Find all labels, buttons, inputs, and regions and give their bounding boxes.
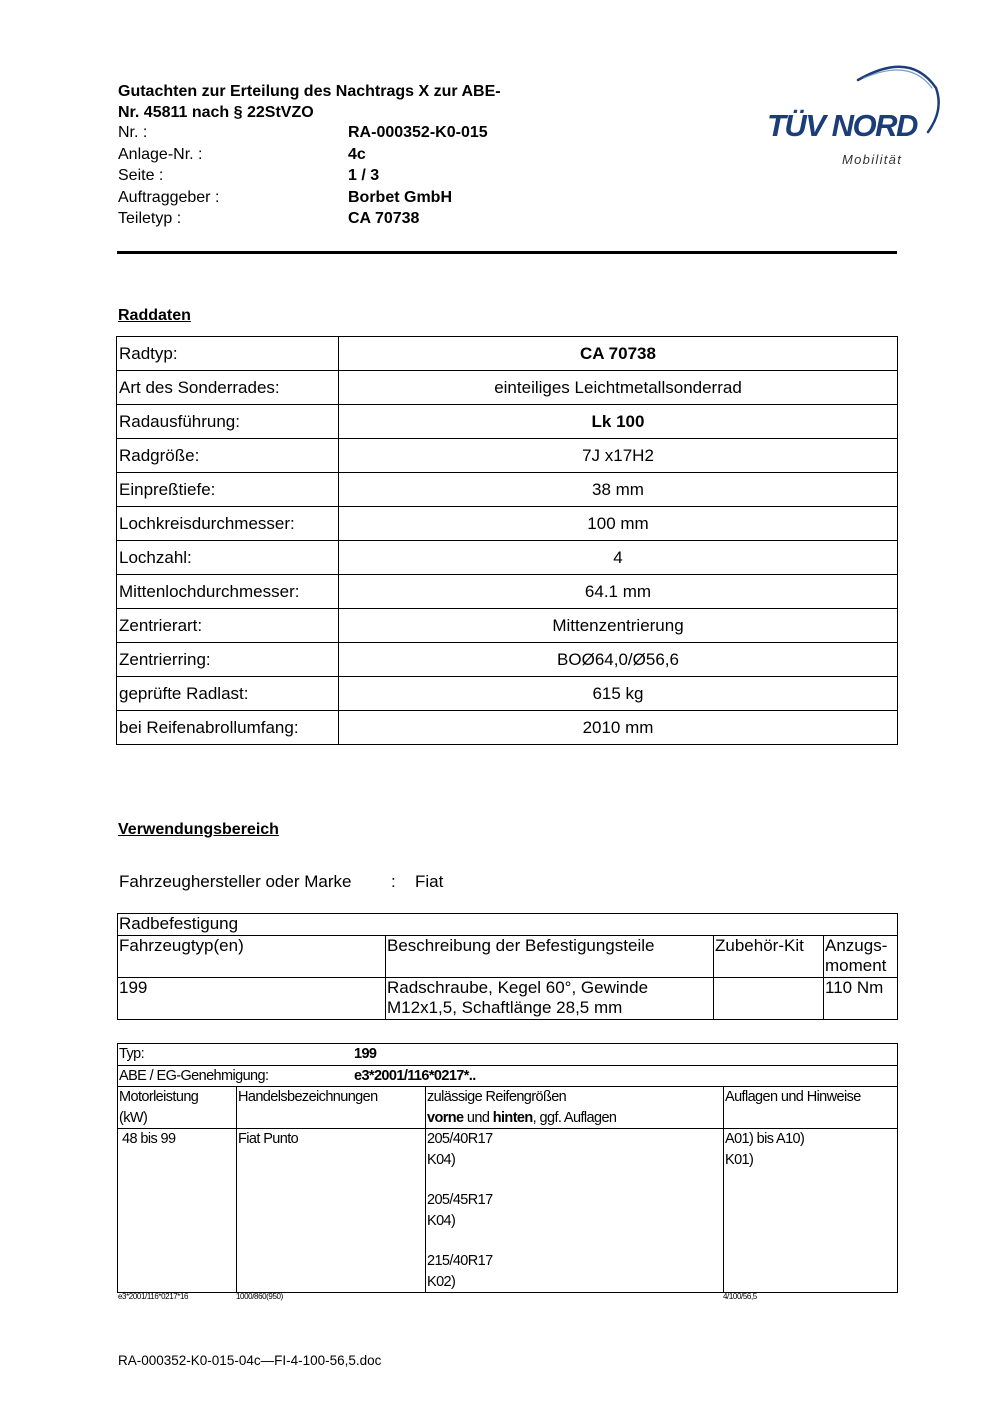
row-label: Art des Sonderrades: bbox=[117, 371, 339, 405]
cell-line: K01) bbox=[725, 1151, 754, 1168]
header-line: (kW) bbox=[119, 1109, 148, 1126]
table-row bbox=[117, 575, 898, 609]
row-value: 2010 mm bbox=[339, 711, 898, 745]
typ-table bbox=[117, 1043, 898, 1293]
logo-subtitle: Mobilität bbox=[842, 152, 903, 167]
meta-value: CA 70738 bbox=[348, 210, 420, 227]
maker-separator: : bbox=[391, 872, 396, 891]
cell-typ: 199 bbox=[118, 977, 386, 1019]
row-label: Mittenlochdurchmesser: bbox=[117, 575, 339, 609]
logo-brand: TÜV NORD bbox=[767, 108, 917, 143]
table-row bbox=[117, 337, 898, 371]
table-row bbox=[117, 507, 898, 541]
maker-line bbox=[119, 872, 443, 892]
meta-value: 4c bbox=[348, 145, 366, 163]
header-line bbox=[427, 1108, 722, 1129]
header-line: Anzugs- bbox=[825, 935, 888, 955]
typ-row bbox=[118, 1044, 898, 1066]
cell-auflagen bbox=[724, 1129, 898, 1293]
row-value: 7J x17H2 bbox=[339, 439, 898, 473]
typ-value: 199 bbox=[354, 1046, 377, 1062]
tire-size: 215/40R17 bbox=[427, 1253, 493, 1269]
document-title bbox=[118, 81, 578, 123]
row-value: 64.1 mm bbox=[339, 575, 898, 609]
table-row bbox=[118, 1044, 898, 1066]
col-header-reifen bbox=[426, 1087, 724, 1129]
row-label: Radgröße: bbox=[117, 439, 339, 473]
table-header-row bbox=[118, 1087, 898, 1129]
row-value: BOØ64,0/Ø56,6 bbox=[339, 643, 898, 677]
meta-label: Anlage-Nr. : bbox=[118, 145, 203, 163]
table-row bbox=[117, 677, 898, 711]
row-label: bei Reifenabrollumfang: bbox=[117, 711, 339, 745]
row-label: Radtyp: bbox=[117, 337, 339, 371]
row-value: 4 bbox=[339, 541, 898, 575]
spacer bbox=[427, 1170, 722, 1190]
tire-code: K02) bbox=[427, 1273, 456, 1290]
table-row bbox=[117, 371, 898, 405]
note-right: 4/100/56,5 bbox=[723, 1292, 757, 1301]
spacer bbox=[427, 1231, 722, 1251]
abe-value: e3*2001/116*0217*.. bbox=[354, 1067, 476, 1084]
row-value: 615 kg bbox=[339, 677, 898, 711]
verwendung-heading: Verwendungsbereich bbox=[118, 821, 279, 838]
tuv-nord-logo bbox=[760, 58, 940, 173]
table-row bbox=[117, 609, 898, 643]
row-value: Mittenzentrierung bbox=[339, 609, 898, 643]
table-row bbox=[118, 1129, 898, 1293]
cell-handel: Fiat Punto bbox=[237, 1129, 426, 1293]
table-title: Radbefestigung bbox=[118, 914, 898, 936]
note-left: e3*2001/116*0217*16 bbox=[118, 1292, 189, 1301]
row-value: Lk 100 bbox=[339, 405, 898, 439]
row-label: Zentrierring: bbox=[117, 643, 339, 677]
header-divider bbox=[117, 251, 897, 254]
note-mid: 1000/860(950) bbox=[236, 1292, 283, 1301]
meta-value: RA-000352-K0-015 bbox=[348, 124, 488, 141]
meta-value: 1 / 3 bbox=[348, 167, 380, 184]
header-line: moment bbox=[825, 956, 887, 975]
col-header-fahrzeugtyp: Fahrzeugtyp(en) bbox=[118, 935, 386, 977]
row-value: einteiliges Leichtmetallsonderrad bbox=[339, 371, 898, 405]
tire-size: 205/45R17 bbox=[427, 1192, 493, 1208]
raddaten-heading: Raddaten bbox=[118, 307, 191, 324]
tire-code: K04) bbox=[427, 1151, 456, 1168]
row-label: geprüfte Radlast: bbox=[117, 677, 339, 711]
row-value: 100 mm bbox=[339, 507, 898, 541]
table-row bbox=[117, 473, 898, 507]
reifen-vorne: vorne bbox=[427, 1109, 464, 1126]
cell-line: A01) bis A10) bbox=[725, 1131, 805, 1147]
row-label: Lochzahl: bbox=[117, 541, 339, 575]
typ-label: Typ: bbox=[119, 1046, 144, 1062]
row-label: Lochkreisdurchmesser: bbox=[117, 507, 339, 541]
footer-filename: RA-000352-K0-015-04c—FI-4-100-56,5.doc bbox=[118, 1353, 382, 1368]
table-row bbox=[118, 914, 898, 936]
maker-label: Fahrzeughersteller oder Marke bbox=[119, 872, 352, 891]
col-header-moment bbox=[824, 935, 898, 977]
tire-size: 205/40R17 bbox=[427, 1131, 493, 1147]
col-header-beschreibung: Beschreibung der Befestigungsteile bbox=[386, 935, 714, 977]
reifen-und: und bbox=[463, 1109, 493, 1126]
row-value: 38 mm bbox=[339, 473, 898, 507]
maker-value: Fiat bbox=[415, 872, 444, 891]
cell-kit bbox=[714, 977, 824, 1019]
meta-label: Teiletyp : bbox=[118, 210, 182, 227]
table-row bbox=[118, 1065, 898, 1087]
row-value: CA 70738 bbox=[339, 337, 898, 371]
table-row bbox=[117, 541, 898, 575]
meta-label: Nr. : bbox=[118, 124, 148, 141]
cell-line: M12x1,5, Schaftlänge 28,5 mm bbox=[387, 998, 623, 1017]
row-label: Zentrierart: bbox=[117, 609, 339, 643]
row-label: Radausführung: bbox=[117, 405, 339, 439]
raddaten-table bbox=[116, 336, 898, 745]
reifen-rest: , ggf. Auflagen bbox=[532, 1109, 617, 1126]
table-row bbox=[117, 711, 898, 745]
abe-label: ABE / EG-Genehmigung: bbox=[119, 1067, 269, 1084]
col-header-handel: Handelsbezeichnungen bbox=[237, 1087, 426, 1129]
table-row bbox=[118, 977, 898, 1019]
cell-reifen bbox=[426, 1129, 724, 1293]
table-row bbox=[117, 405, 898, 439]
meta-label: Seite : bbox=[118, 167, 164, 184]
cell-beschreibung bbox=[386, 977, 714, 1019]
table-row bbox=[117, 439, 898, 473]
table-row bbox=[117, 643, 898, 677]
radbefestigung-table bbox=[117, 913, 898, 1020]
cell-moment: 110 Nm bbox=[824, 977, 898, 1019]
cell-line: Radschraube, Kegel 60°, Gewinde bbox=[387, 977, 649, 997]
cell-motor: 48 bis 99 bbox=[118, 1129, 237, 1293]
col-header-auflagen: Auflagen und Hinweise bbox=[724, 1087, 898, 1129]
col-header-motor bbox=[118, 1087, 237, 1129]
reifen-hinten: hinten bbox=[492, 1109, 533, 1126]
header-line: Motorleistung bbox=[119, 1089, 199, 1105]
abe-row bbox=[118, 1065, 898, 1087]
table-header-row bbox=[118, 935, 898, 977]
title-line-1: Gutachten zur Erteilung des Nachtrags X zur ABE- bbox=[118, 83, 501, 100]
title-line-2: Nr. 45811 nach § 22StVZO bbox=[118, 104, 314, 121]
tire-code: K04) bbox=[427, 1212, 456, 1229]
col-header-kit: Zubehör-Kit bbox=[714, 935, 824, 977]
meta-value: Borbet GmbH bbox=[348, 188, 452, 206]
header-line: zulässige Reifengrößen bbox=[427, 1089, 567, 1105]
meta-label: Auftraggeber : bbox=[118, 188, 220, 206]
row-label: Einpreßtiefe: bbox=[117, 473, 339, 507]
